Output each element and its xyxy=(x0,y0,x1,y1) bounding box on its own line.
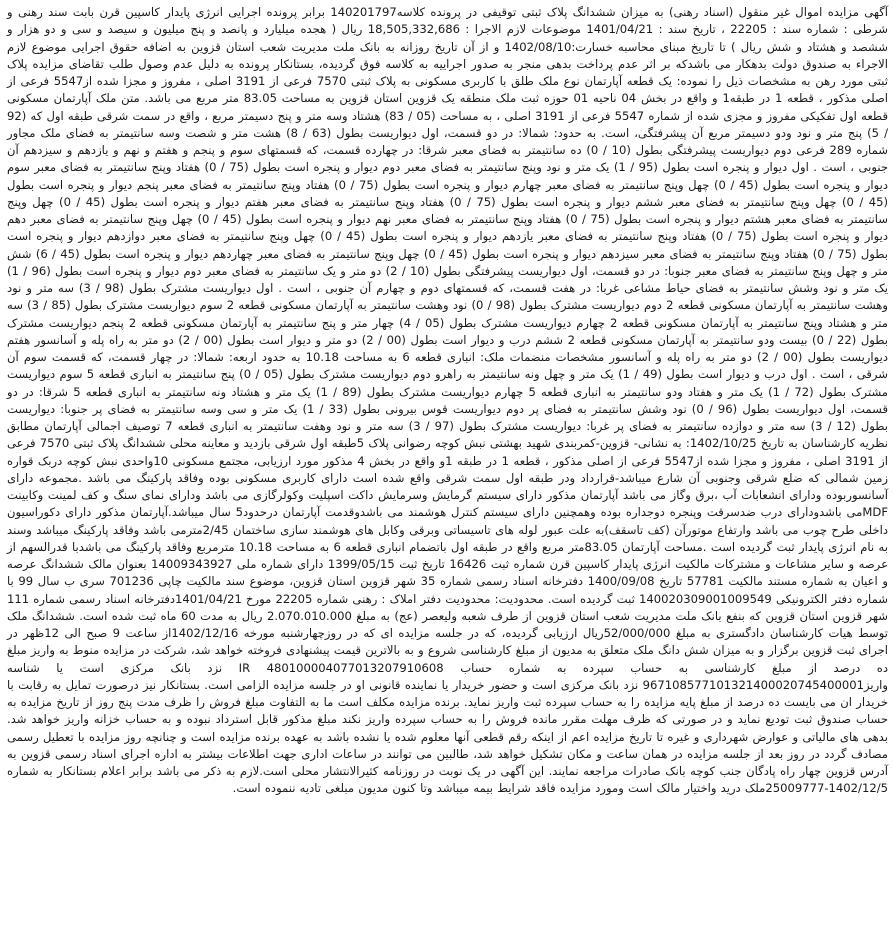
auction-notice-text: آگهی مزایده اموال غیر منقول (اسناد رهنی) به میزان ششدانگ پلاک ثبتی توقیفی در پرونده کلاسه140201797 برابر پرونده اجرایی انرژی پایدار کاسپین قرن بابت سند رهنی و شرطی : شماره سند : 22205 ، تاریخ سند : 1401/04/21 موضوعات لازم الاجرا : 18,505,332,686 ریال ( هجده میلیارد و پانصد و پنج میلیون و سیصد و سی و دو هزار و ششصد و هشتاد و شش ریال ) تا تاریخ مبنای محاسبه خسارت:1402/08/10 و از آن تاریخ روزانه به بانک ملت مدیریت شعب استان قزوین به اضافه حقوق اجرایی موضوع لازم الاجراء به صندوق دولت بدهکار می باشدکه بر اثر عدم پرداخت بدهی منجر به صدور اجراییه به کلاسه فوق گردیده، بستانکار پرونده به دلیل عدم وصول طلب تقاضای مزایده پلاک ثبتی مورد رهن به مشخصات ذیل را نموده: یک قطعه آپارتمان نوع ملک طلق با کاربری مسکونی به پلاک ثبتی 7570 فرعی از 3191 اصلی ، مفروز و مجزا شده از5547 فرعی از اصلی مذکور ، قطعه 1 در طبقه1 و واقع در بخش 04 ناحیه 01 حوزه ثبت ملک منطقه یک قزوین استان قزوین به مساحت 83.05 متر مربع می باشد. متن ملک آپارتمان مسکونی قطعه اول تفکیکی مفروز و مجزی شده از شماره 5547 فرعی از 3191 اصلی ، به مساحت (05 / 83) هشتاد وسه متر و پنج دسیمتر مربع ، واقع در سمت شرقی طبقه اول که (92 / 5) پنج متر و نود ودو دسیمتر مربع آن پیشرفتگی، است. به حدود: شمالا: در دو قسمت، اول دیواریست بطول (63 / 8) هشت متر و شصت وسه سانتیمتر به فضای ملک مجاور شماره 289 فرعی دوم دیواریست پیشرفتگی بطول (10 / 0) ده سانتیمتر به فضای معبر شرقا: در چهارده قسمت، که قسمتهای سوم و پنجم و هفتم و نهم و یازدهم و سیزدهم آن جنوبی ، است . اول دیوار و پنجره است بطول (95 / 1) یک متر و نود وپنج سانتیمتر به فضای معبر دوم دیوار و پنجره است بطول (75 / 0) هفتاد وپنج سانتیمتر به فضای معبر سوم دیوار و پنجره است بطول (45 / 0) چهل وپنج سانتیمتر به فضای معبر چهارم دیوار و پنجره است بطول (75 / 0) هفتاد وپنج سانتیمتر به فضای معبر پنجم دیوار و پنجره است بطول (45 / 0) چهل وپنج سانتیمتر به فضای معبر ششم دیوار و پنجره است بطول (75 / 0) هفتاد وپنج سانتیمتر به فضای معبر هفتم دیوار و پنجره است بطول (45 / 0) چهل وپنج سانتیمتر به فضای معبر هشتم دیوار و پنجره است بطول (75 / 0) هفتاد وپنج سانتیمتر به فضای معبر نهم دیوار و پنجره است بطول (45 / 0) چهل وپنج سانتیمتر به فضای معبر دهم دیوار و پنجره است بطول (75 / 0) هفتاد وپنج سانتیمتر به فضای معبر یازدهم دیوار و پنجره است بطول (45 / 0) چهل وپنج سانتیمتر به فضای معبر دوازدهم دیوار و پنجره است بطول (75 / 0) هفتاد وپنج سانتیمتر به فضای معبر سیزدهم دیوار و پنجره است بطول (45 / 0) چهل وپنج سانتیمتر به فضای معبر چهاردهم دیوار و پنجره است بطول (45 / 6) شش متر و چهل وپنج سانتیمتر به فضای معبر جنوبا: در دو قسمت، اول دیواریست پیشرفتگی بطول (10 / 2) دو متر و یک سانتیمتر به فضای معبر دوم دیوار و پنجره است بطول (96 / 1) یک متر و نود وشش سانتیمتر به فضای حیاط مشاعی غربا: در هفت قسمت، که قسمتهای دوم و چهارم آن جنوبی ، است . اول دیواریست مشترک بطول (98 / 3) سه متر و نود وهشت سانتیمتر به آپارتمان مسکونی قطعه 2 دوم دیواریست مشترک بطول (98 / 0) نود وهشت سانتیمتر به آپارتمان مسکونی قطعه 2 سوم دیواریست مشترک بطول (85 / 3) سه متر و هشتاد وپنج سانتیمتر به آپارتمان مسکونی قطعه 2 چهارم دیواریست مشترک بطول (05 / 4) چهار متر و پنج سانتیمتر به آپارتمان مسکونی قطعه 2 پنجم دیواریست مشترک بطول (22 / 0) بیست ودو سانتیمتر به آپارتمان مسکونی قطعه 2 ششم درب و دیوار است بطول (00 / 2) دو متر و دیوار است بطول (00 / 2) دو متر به راه پله و آسانسور هفتم دیواریست بطول (00 / 2) دو متر به راه پله و آسانسور مشخصات منضمات ملک: انباری قطعه 6 به مساحت 10.18 به حدود اربعه: شمالا: در چهار قسمت، که قسمت سوم آن شرقی ، است . اول درب و دیوار است بطول (49 / 1) یک متر و چهل ونه سانتیمتر به راهرو دوم دیواریست مشترک بطول (05 / 0) پنج سانتیمتر به انباری قطعه 5 سوم دیواریست مشترک بطول (72 / 1) یک متر و هفتاد ودو سانتیمتر به انباری قطعه 5 چهارم دیواریست مشترک بطول (89 / 1) یک متر و هشتاد ونه سانتیمتر به انباری قطعه 5 شرقا: در دو قسمت، اول دیواریست بطول (96 / 0) نود وشش سانتیمتر به فضای پر دوم دیواریست قوس بیرونی بطول (33 / 1) یک متر و سی وسه سانتیمتر به فضای پر جنوبا: دیواریست بطول (12 / 3) سه متر و دوازده سانتیمتر به فضای پر غربا: دیواریست مشترک بطول (97 / 3) سه متر و نود وهفت سانتیمتر به انباری قطعه 7 توصیف اجمالی آپارتمان مطابق نظریه کارشناسان به تاریخ 1402/10/25: به نشانی- قزوین-کمربندی شهید بهشتی نبش کوچه رضوانی پلاک 5طبقه اول شرقی بازدید و معاینه محلی ششدانگ پلاک ثبتی 7570 فرعی از 3191 اصلی ، مفروز و مجزا شده از5547 فرعی از اصلی مذکور ، قطعه 1 در طبقه 1و واقع در بخش 4 مذکور مورد ارزیابی، مجتمع مسکونی 10واحدی نبش کوچه دربک قواره زمین شمالی که ضلع شرقی وجنوبی آن شارع میباشد-قرارداد ودر طبقه اول سمت شرقی واقع شده است دارای کاربری مسکونی بوده وفاقد پارکینگ می باشد .مجموعه دارای آسانسوربوده ودارای انشعابات آب ،برق وگاز می باشد آپارتمان مذکور دارای سیستم گرمایش وسرمایش داکت اسپلیت وکولرگازی می باشد ودارای نمای سنگ و کف لمینت وکابینت MDFمی باشدودارای درب ضدسرقت وپنجره دوجداره بوده وهمچنین دارای سیستم کنترل هوشمند می باشدوقدمت آپارتمان درحدود5 سال میباشد.آپارتمان مذکور دارای دکوراسیون داخلی طرح چوب می باشد وارتفاع موتورآن (کف تاسقف)به علت عبور لوله های تاسیساتی وبرقی وکابل های هوشمند سازی ساختمان 2/45مترمی باشد وفاقد پارکینگ میباشد وسند به نام انرژی پایدار ثبت گردیده است .مساحت آپارتمان 83.05متر مربع واقع در طبقه اول باتضمام انباری قطعه 6 به مساحت 10.18 مترمربع وفاقد پارکینگ می باشدبا قدرالسهم از عرصه و سایر مشاعات و مشترکات مالکیت انرژی پایدار کاسپین قرن شماره ثبت 16426 تاریخ ثبت 1399/05/15 دارای شماره ملی 14009343927 بعنوان مالک ششدانگ عرصه و اعیان به شماره مستند مالکیت 57781 تاریخ 1400/09/08 دفترخانه اسناد رسمی شماره 35 شهر قزوین استان قزوین، موضوع سند مالکیت چاپی 701236 سری ب سال 99 با شماره دفتر الکترونیکی 140020309001009549 ثبت گردیده است. محدودیت: محدودیت دفتر املاک : رهنی شماره 22205 مورخ 1401/04/21دفترخانه اسناد رسمی شماره 111 شهر قزوین استان قزوین که بنفع بانک ملت مدیریت شعب استان قزوین از طرف شعبه ولیعصر (عج) به مبلغ 2.070.010.000 ریال به مدت 60 ماه ثبت شده است. ششدانگ ملک توسط هیات کارشناسان دادگستری به مبلغ 52/000/000ریال ارزیابی گردیده، که در جلسه مزایده ای که در روزچهارشنبه مورخه 1402/12/16از ساعت 9 صبح الی 12ظهر در اجرای ثبت قزوین برگزار و به میزان شش دانگ ملک متعلق به مدیون از مبلغ کارشناسی شروع و به بالاترین قیمت پیشنهادی فروخته خواهد شد، شرکت در مزایده منوط به واریز مبلغ ده درصد از مبلغ کارشناسی به حساب سپرده به شماره حساب IR 480100004077013207910608 نزد بانک مرکزی است یا شناسه واریز967108577101321400020745400001 نزد بانک مرکزی است و حضور خریدار یا نماینده قانونی او در جلسه مزایده الزامی است. بستانکار نیز درصورت تمایل به رقابت با خریدار ان می بایست ده درصد از مبلغ پایه مزایده را به حساب سپرده ثبت واریز نماید. برنده مزایده مکلف است ما به التفاوت مبلغ فروش را ظرف مدت پنج روز از تاریخ مزایده به حساب صندوق ثبت تودیع نماید و در صورتی که ظرف مهلت مقرر مانده فروش را به حساب سپرده واریز نکند مبلغ مذکور قابل استرداد نبوده و به حساب خزانه واریز خواهد شد. بدهی های مالیاتی و عوارض شهرداری و غیره تا تاریخ مزایده اعم از اینکه رقم قطعی آنها معلوم شده یا نشده باشد به عهده برنده مزایده است و چنانچه روز مزایده با تعطیل رسمی مصادف گردد در روز بعد از جلسه مزایده در همان ساعت و مکان تشکیل خواهد شد، طالبین می توانند در ساعات اداری جهت اطلاعات بیشتر به اداره اجرای اسناد رسمی قزوین به آدرس قزوین چهار راه پادگان جنب کوچه بانک صادرات مراجعه نمایند. این آگهی در یک نوبت در روزنامه کثیرالانتشار محلی است.لازم به ذکر می باشد برابر اعلام بستانکار به شماره 1402/12/5-25009777ملک درید واختیار مالک است ومورد مزایده فاقد شرایط بیمه میباشد وتا کنون مدیون مبلغی تادیه ننموده است. xyxy=(6,5,889,796)
